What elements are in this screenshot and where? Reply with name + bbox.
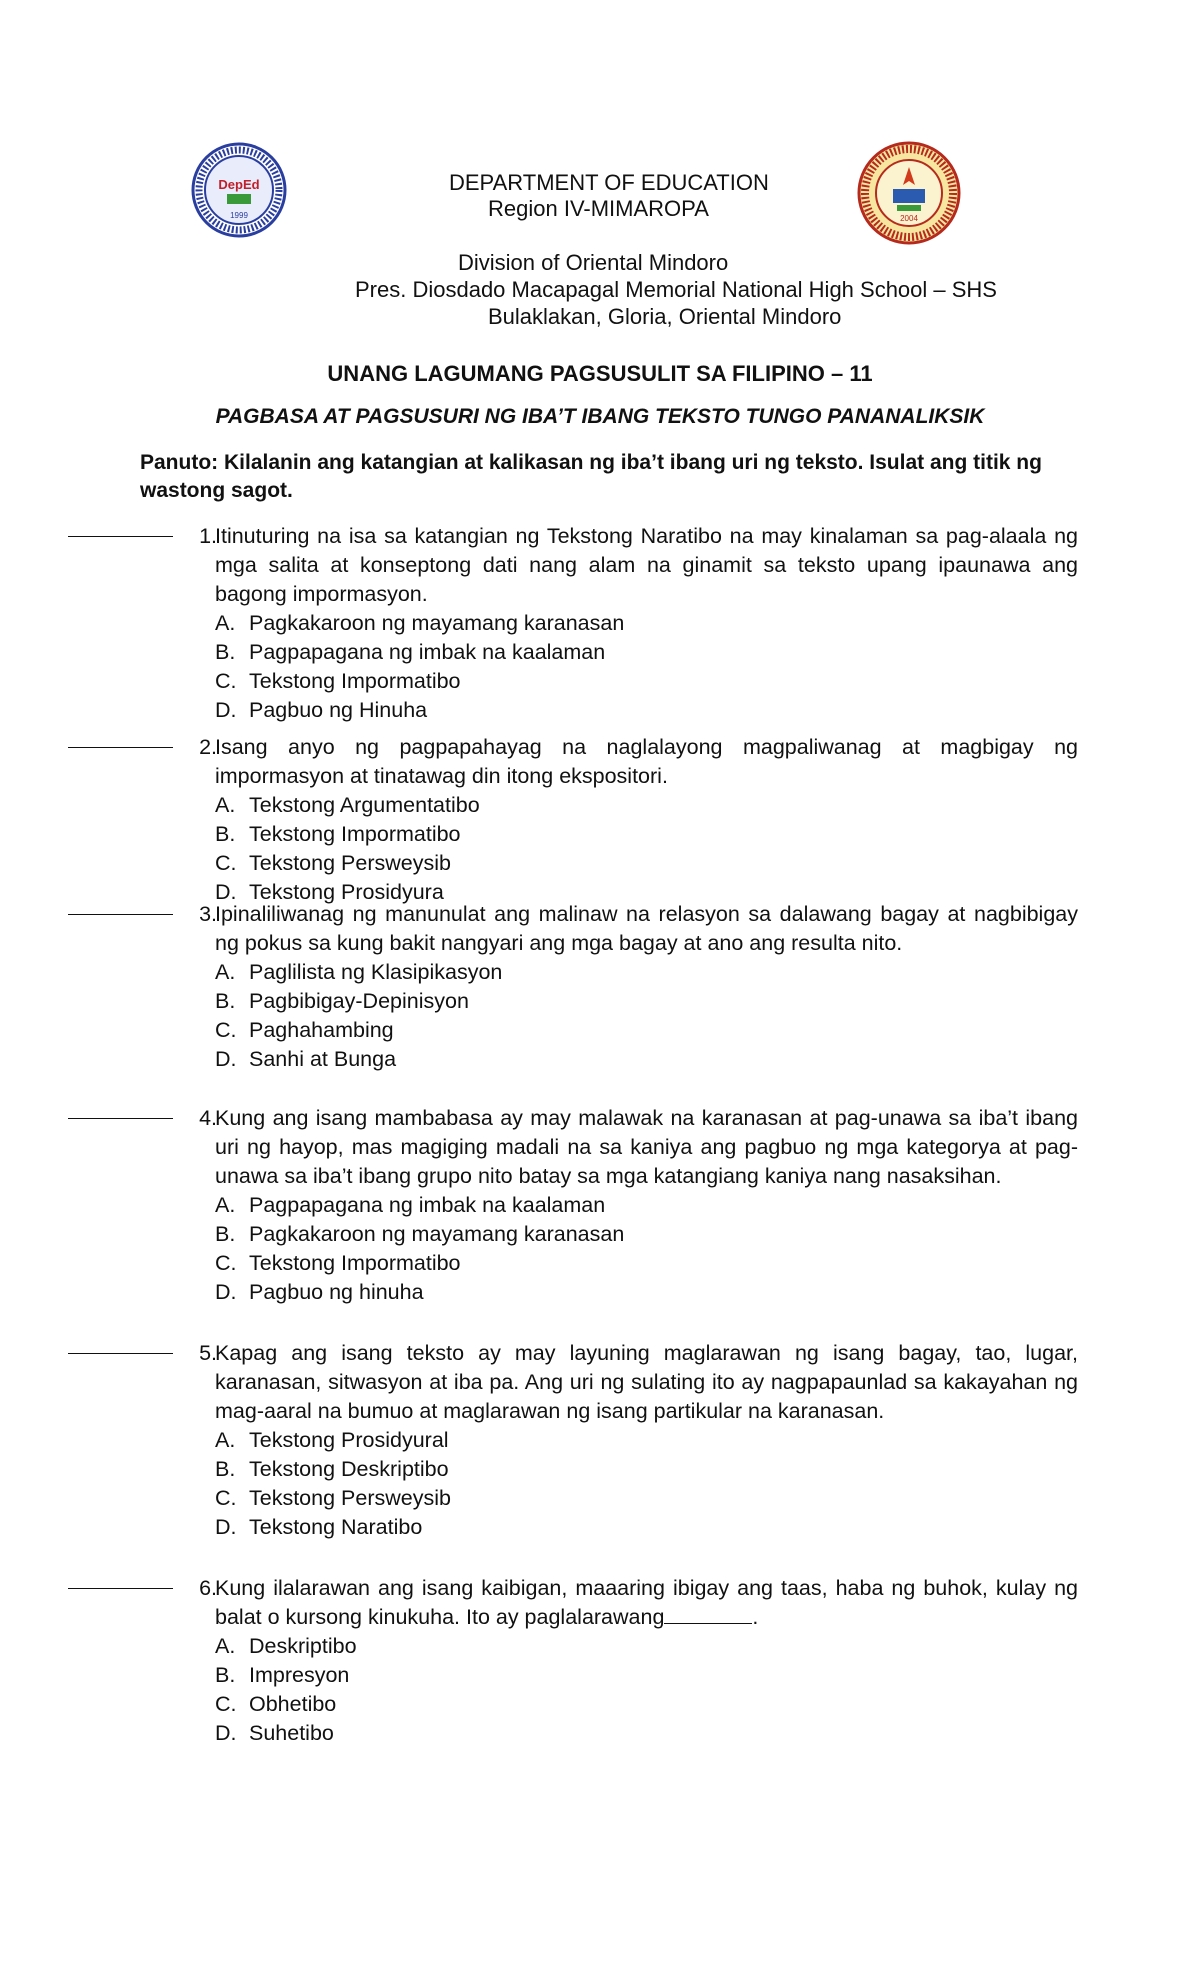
school-address: Bulaklakan, Gloria, Oriental Mindoro [488,304,842,329]
option-a: A. Tekstong Prosidyural [215,1428,449,1452]
fill-in-blank[interactable] [664,1605,752,1624]
school-name: Pres. Diosdado Macapagal Memorial National High School – SHS [355,277,997,302]
option-a: A. Pagpapagana ng imbak na kaalaman [215,1193,606,1217]
option-d: D. Sanhi at Bunga [215,1047,397,1071]
option-c: C. Tekstong Impormatibo [215,1251,461,1275]
svg-text:1999: 1999 [230,211,248,220]
option-c: C. Tekstong Persweysib [215,851,451,875]
question-stem: Ipinaliliwanag ng manunulat ang malinaw na relasyon sa dalawang bagay at nagbibigay ng pokus sa kung bakit nangyari ang mga bagay at ano ang resulta nito. [215,902,1078,955]
answer-blank[interactable] [68,1588,173,1589]
school-seal-logo [191,142,287,238]
division-seal-logo [857,141,961,245]
exam-subtitle: PAGBASA AT PAGSUSURI NG IBA’T IBANG TEKSTO TUNGO PANANALIKSIK [215,405,985,428]
svg-text:2004: 2004 [900,214,918,223]
option-b: B. Pagkakaroon ng mayamang karanasan [215,1222,625,1246]
option-b: B. Tekstong Deskriptibo [215,1457,449,1481]
question-6 [68,1574,1078,1748]
answer-blank[interactable] [68,536,173,537]
answer-blank[interactable] [68,914,173,915]
option-c: C. Obhetibo [215,1692,337,1716]
option-a: A. Deskriptibo [215,1634,357,1658]
option-b: B. Pagbibigay-Depinisyon [215,989,469,1013]
question-stem: Itinuturing na isa sa katangian ng Tekstong Naratibo na may kinalaman sa pag-alaala ng mga salita at konseptong dati nang alam na ginamit sa teksto upang ipaunawa ang bagong impormasyon. [215,524,1078,606]
question-4 [68,1104,1078,1307]
region-name: Region IV-MIMAROPA [488,196,709,221]
department-name: DEPARTMENT OF EDUCATION [449,170,769,195]
option-a: A. Tekstong Argumentatibo [215,793,480,817]
answer-blank[interactable] [68,1118,173,1119]
svg-text:DepEd: DepEd [218,177,260,192]
question-number: 1. [199,524,217,548]
option-d: D. Tekstong Prosidyura [215,880,444,904]
option-d: D. Pagbuo ng hinuha [215,1280,424,1304]
question-number: 3. [199,902,217,926]
option-d: D. Tekstong Naratibo [215,1515,423,1539]
instructions: Panuto: Kilalanin ang katangian at kalikasan ng iba’t ibang uri ng teksto. Isulat ang titik ng wastong sagot. [140,451,1042,502]
division-name: Division of Oriental Mindoro [458,250,729,275]
question-number: 4. [199,1106,217,1130]
option-b: B. Tekstong Impormatibo [215,822,461,846]
question-3 [68,900,1078,1074]
question-number: 6. [199,1576,217,1600]
answer-blank[interactable] [68,1353,173,1354]
exam-title: UNANG LAGUMANG PAGSUSULIT SA FILIPINO – 11 [327,361,873,386]
option-b: B. Impresyon [215,1663,350,1687]
question-number: 5. [199,1341,217,1365]
question-5 [68,1339,1078,1542]
answer-blank[interactable] [68,747,173,748]
question-stem: Kung ilalarawan ang isang kaibigan, maaaring ibigay ang taas, haba ng buhok, kulay ng balat o kursong kinukuha. Ito ay paglalarawang . [215,1576,1078,1629]
option-a: A. Pagkakaroon ng mayamang karanasan [215,611,625,635]
option-d: D. Suhetibo [215,1721,334,1745]
question-stem: Isang anyo ng pagpapahayag na naglalayong magpaliwanag at magbigay ng impormasyon at tinatawag din itong ekspositori. [215,735,1078,788]
question-1 [68,522,1078,725]
option-c: C. Paghahambing [215,1018,394,1042]
option-c: C. Tekstong Persweysib [215,1486,451,1510]
option-c: C. Tekstong Impormatibo [215,669,461,693]
option-d: D. Pagbuo ng Hinuha [215,698,428,722]
option-b: B. Pagpapagana ng imbak na kaalaman [215,640,606,664]
question-number: 2. [199,735,217,759]
question-2 [68,733,1078,907]
option-a: A. Paglilista ng Klasipikasyon [215,960,503,984]
question-stem: Kung ang isang mambabasa ay may malawak na karanasan at pag-unawa sa iba’t ibang uri ng hayop, mas magiging madali na sa kaniya ang pagbuo ng mga kategorya at pag-unawa sa iba’t ibang grupo nito batay sa mga katangiang kaniya nang nasaksihan. [215,1106,1078,1188]
question-stem: Kapag ang isang teksto ay may layuning maglarawan ng isang bagay, tao, lugar, karanasan, sitwasyon at iba pa. Ang uri ng sulating ito ay nagpapaunlad sa kakayahan ng mag-aaral na bumuo at maglarawan ng isang partikular na karanasan. [215,1341,1078,1423]
